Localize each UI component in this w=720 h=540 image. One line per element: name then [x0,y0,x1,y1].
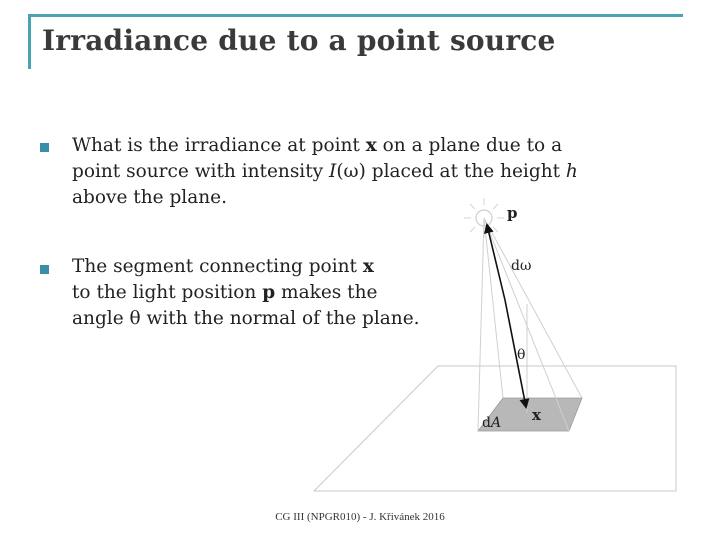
bullet-1-line-2: point source with intensity I(ω) placed at the height h [72,161,578,182]
label-p: p [507,204,518,222]
cone-line-left-top [484,218,503,398]
bullet-1-line-3: above the plane. [72,187,228,208]
bullet-2-line-3: angle θ with the normal of the plane. [72,308,420,329]
arrow-to-light [487,225,505,300]
cone-line-right [484,218,582,398]
bullet-1-line-1: What is the irradiance at point x on a plane due to a [72,135,563,156]
label-dA-d: d [482,415,491,431]
label-theta: θ [517,347,526,363]
page-title: Irradiance due to a point source [42,24,556,57]
label-dA [482,415,501,431]
label-x: x [532,406,541,424]
bullet-2-line-2: to the light position p makes the [72,282,378,303]
label-dA-A: A [490,415,502,431]
cone-line-left [478,218,484,431]
label-domega: dω [511,258,532,274]
footer: CG III (NPGR010) - J. Křivánek 2016 [275,511,445,523]
bullet-2-line-1: The segment connecting point x [72,256,374,277]
